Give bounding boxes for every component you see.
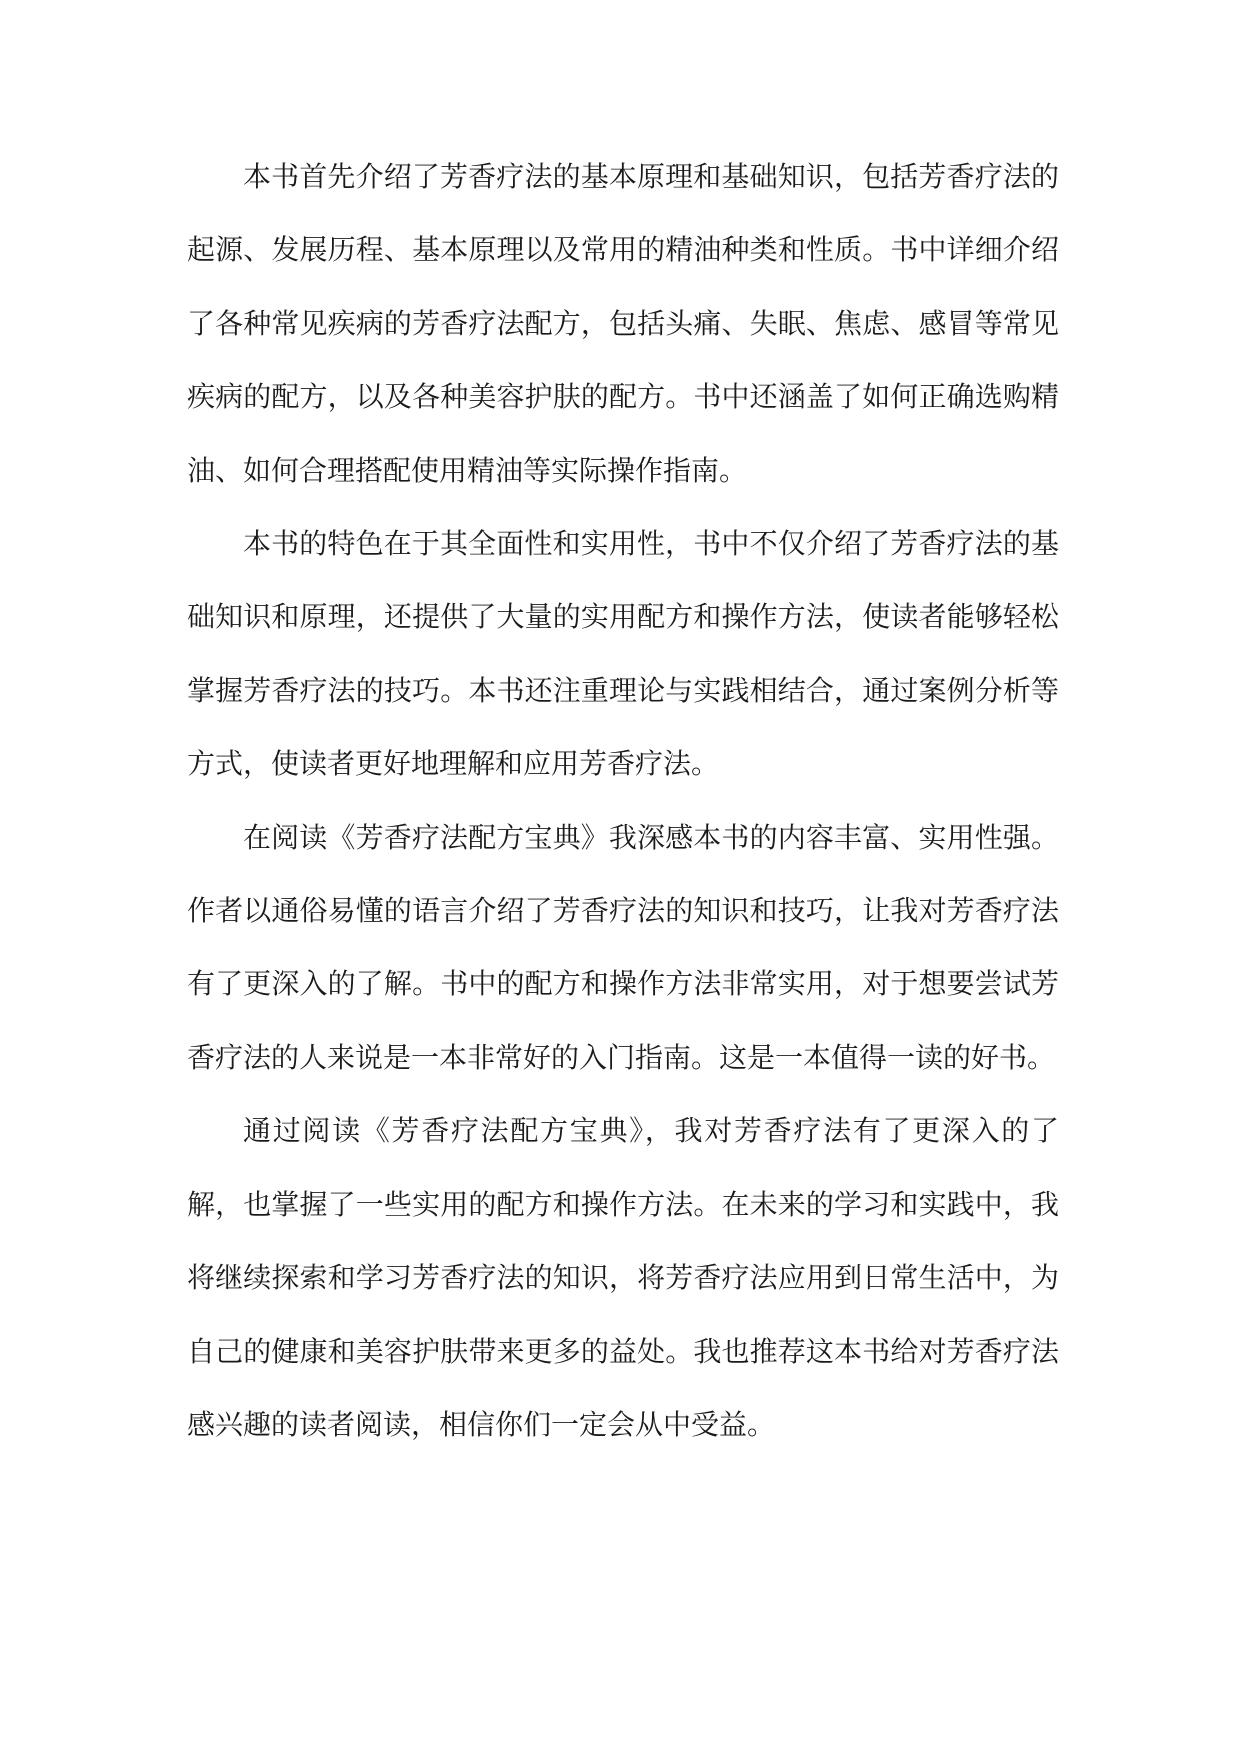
paragraph-1: 本书首先介绍了芳香疗法的基本原理和基础知识，包括芳香疗法的起源、发展历程、基本原理以及常用的精油种类和性质。书中详细介绍了各种常见疾病的芳香疗法配方，包括头痛、失眠、焦虑、感冒等常见疾病的配方，以及各种美容护肤的配方。书中还涵盖了如何正确选购精油、如何合理搭配使用精油等实际操作指南。 (187, 160, 1059, 487)
paragraph-3: 在阅读《芳香疗法配方宝典》我深感本书的内容丰富、实用性强。作者以通俗易懂的语言介绍了芳香疗法的知识和技巧，让我对芳香疗法有了更深入的了解。书中的配方和操作方法非常实用，对于想要尝试芳香疗法的人来说是一本非常好的入门指南。这是一本值得一读的好书。 (187, 820, 1059, 1074)
document-body (187, 140, 1059, 1461)
paragraph-2: 本书的特色在于其全面性和实用性，书中不仅介绍了芳香疗法的基础知识和原理，还提供了大量的实用配方和操作方法，使读者能够轻松掌握芳香疗法的技巧。本书还注重理论与实践相结合，通过案例分析等方式，使读者更好地理解和应用芳香疗法。 (187, 527, 1059, 781)
paragraph-4: 通过阅读《芳香疗法配方宝典》，我对芳香疗法有了更深入的了解，也掌握了一些实用的配方和操作方法。在未来的学习和实践中，我将继续探索和学习芳香疗法的知识，将芳香疗法应用到日常生活中，为自己的健康和美容护肤带来更多的益处。我也推荐这本书给对芳香疗法感兴趣的读者阅读，相信你们一定会从中受益。 (187, 1114, 1059, 1441)
